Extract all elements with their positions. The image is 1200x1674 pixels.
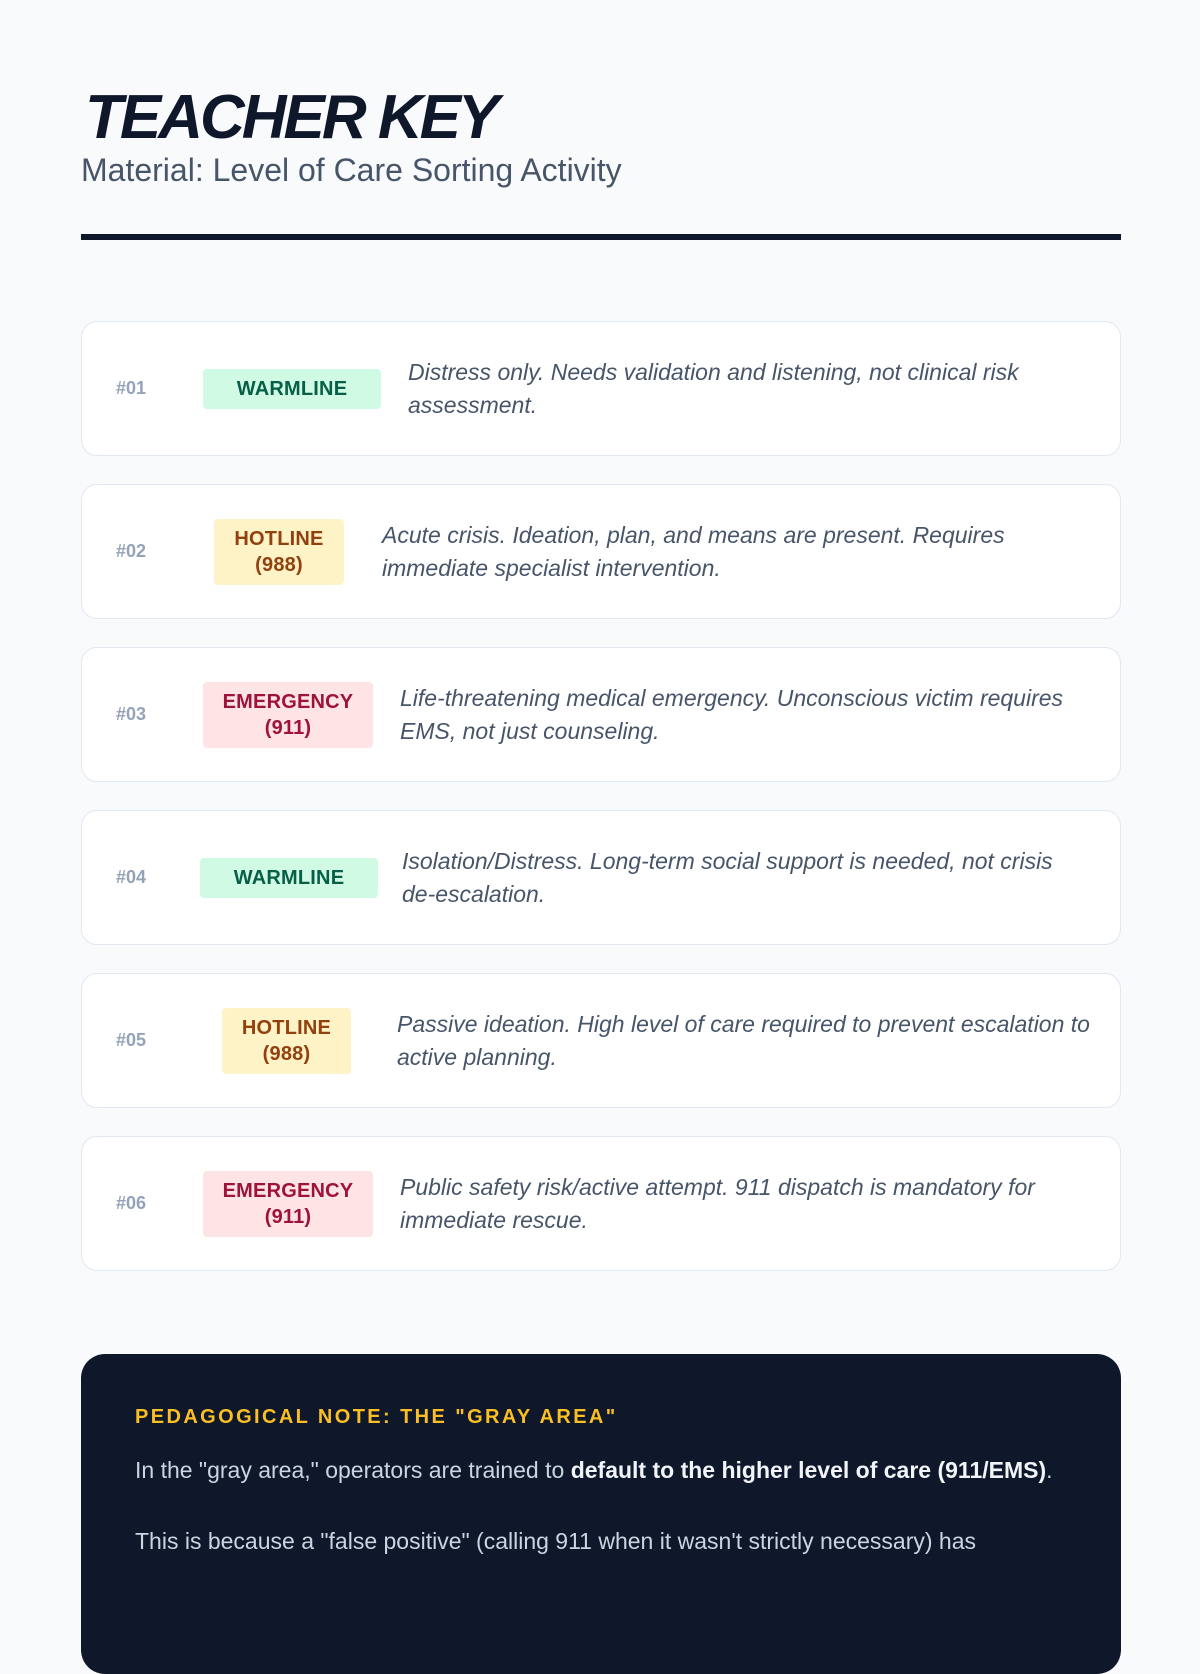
- card-description: Life-threatening medical emergency. Unconscious victim requires EMS, not just counseling.: [400, 684, 1064, 744]
- badge-line: (911): [264, 1205, 312, 1228]
- level-badge-emergency: [203, 682, 374, 748]
- note-emphasis: default to the higher level of care (911/EMS): [570, 1457, 1047, 1483]
- level-badge-hotline: [214, 519, 343, 585]
- answer-card: [81, 484, 1121, 619]
- note-heading: PEDAGOGICAL NOTE: THE "GRAY AREA": [135, 1406, 618, 1428]
- header-divider: [81, 234, 1121, 240]
- pedagogical-note: [81, 1354, 1121, 1674]
- card-number: #02: [116, 541, 147, 561]
- answer-card: [81, 321, 1121, 456]
- badge-line: EMERGENCY: [222, 690, 354, 713]
- answer-card: [81, 973, 1121, 1108]
- card-number: #03: [116, 704, 147, 724]
- badge-line: (988): [255, 553, 303, 576]
- badge-line: HOTLINE: [241, 1016, 332, 1039]
- note-text: In the "gray area," operators are trained to: [135, 1457, 571, 1483]
- page-subtitle: Material: Level of Care Sorting Activity: [81, 152, 622, 188]
- badge-line: HOTLINE: [234, 527, 324, 550]
- card-number: #05: [116, 1030, 147, 1050]
- card-number: #01: [116, 378, 147, 398]
- answer-card: [81, 810, 1121, 945]
- level-badge-emergency: [203, 1171, 374, 1237]
- note-text: .: [1046, 1457, 1053, 1483]
- note-paragraph: [135, 1451, 1067, 1490]
- level-badge-warmline: WARMLINE: [203, 369, 381, 409]
- answer-card: [81, 647, 1121, 782]
- page-title: TEACHER KEY: [85, 83, 497, 152]
- badge-line: EMERGENCY: [222, 1179, 354, 1202]
- note-paragraph: This is because a "false positive" (calling 911 when it wasn't strictly necessary) has: [135, 1528, 976, 1554]
- card-number: #06: [116, 1193, 147, 1213]
- badge-line: (911): [264, 716, 312, 739]
- badge-line: (988): [262, 1042, 311, 1065]
- answer-card: [81, 1136, 1121, 1271]
- card-description: Isolation/Distress. Long-term social support is needed, not crisis de-escalation.: [402, 847, 1053, 907]
- level-badge-hotline: [222, 1008, 351, 1074]
- card-description: Distress only. Needs validation and listening, not clinical risk assessment.: [408, 358, 1019, 418]
- card-description: Public safety risk/active attempt. 911 dispatch is mandatory for immediate rescue.: [400, 1173, 1035, 1233]
- answer-card-list: [81, 321, 1121, 1299]
- card-description: Passive ideation. High level of care required to prevent escalation to active planning.: [397, 1010, 1090, 1070]
- card-description: Acute crisis. Ideation, plan, and means are present. Requires immediate specialist intervention.: [382, 521, 1005, 581]
- level-badge-warmline: WARMLINE: [200, 858, 378, 898]
- card-number: #04: [116, 867, 147, 887]
